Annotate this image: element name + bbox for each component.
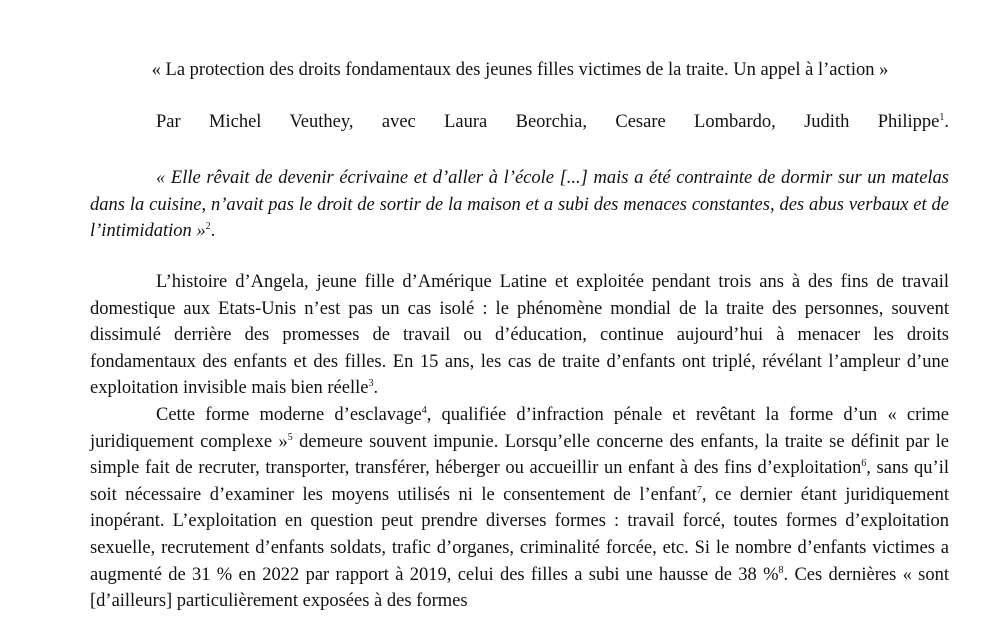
footnote-ref-2[interactable]: 2 [205, 220, 211, 232]
paragraph-2-seg-6: . Ces dernières « sont [d’ailleurs] particulièrement exposées à des formes [90, 564, 949, 612]
paragraph-1-end: . [373, 378, 379, 399]
footnote-ref-5[interactable]: 5 [287, 431, 293, 443]
paragraph-2-seg-4: , sans qu’il soit nécessaire d’examiner les moyens utilisés ni le consentement de l’enfant [90, 458, 949, 505]
paragraph-1-text: L’histoire d’Angela, jeune fille d’Amérique Latine et exploitée pendant trois ans à des fins de travail domestique aux Etats-Unis n’est pas un cas isolé : le phénomène mondial de la traite des personnes, souvent dissimulé derrière des promesses de travail ou d’éducation, continue aujourd’hui à menacer les droits fondamentaux des enfants et des filles. En 15 ans, les cas de traite d’enfants ont triplé, révélant l’ampleur d’une exploitation invisible mais bien réelle [90, 272, 949, 399]
quote-text: « Elle rêvait de devenir écrivaine et d’aller à l’école [...] mais a été contrainte de dormir sur un matelas dans la cuisine, n’avait pas le droit de sortir de la maison et a subi des menaces constantes, des abus verbaux et de l’intimidation » [90, 168, 949, 241]
author-line [156, 110, 949, 134]
paragraph-2-seg-5: , ce dernier étant juridiquement inopérant. L’exploitation en question peut prendre diverses formes : travail forcé, toutes formes d’exploitation sexuelle, recrutement d’enfants soldats, trafic d’organes, criminalité forcée, etc. Si le nombre d’enfants victimes a augmenté de 31 % en 2022 par rapport à 2019, celui des filles a subi une hausse de 38 % [90, 484, 949, 585]
epigraph-quote [90, 165, 949, 245]
paragraph-2-seg-2: , qualifiée d’infraction pénale et revêtant la forme d’un « crime juridiquement complexe » [90, 405, 949, 452]
footnote-ref-6[interactable]: 6 [861, 458, 867, 470]
footnote-ref-3[interactable]: 3 [368, 378, 374, 390]
footnote-ref-4[interactable]: 4 [421, 404, 427, 416]
paragraph-1 [90, 269, 949, 402]
footnote-ref-8[interactable]: 8 [778, 564, 784, 576]
author-line-end: . [944, 112, 949, 132]
footnote-ref-7[interactable]: 7 [696, 484, 702, 496]
paragraph-2 [90, 402, 949, 615]
quote-end: . [210, 221, 216, 241]
paragraph-2-seg-3: demeure souvent impunie. Lorsqu’elle concerne des enfants, la traite se définit par le simple fait de recruter, transporter, transférer, héberger ou accueillir un enfant à des fins d’exploitation [90, 431, 949, 479]
author-names: Par Michel Veuthey, avec Laura Beorchia, Cesare Lombardo, Judith Philippe [156, 112, 940, 132]
paragraph-2-seg-1: Cette forme moderne d’esclavage [156, 405, 422, 425]
footnote-ref-1[interactable]: 1 [939, 111, 945, 123]
document-title: « La protection des droits fondamentaux des jeunes filles victimes de la traite. Un appel à l’action » [151, 60, 889, 80]
